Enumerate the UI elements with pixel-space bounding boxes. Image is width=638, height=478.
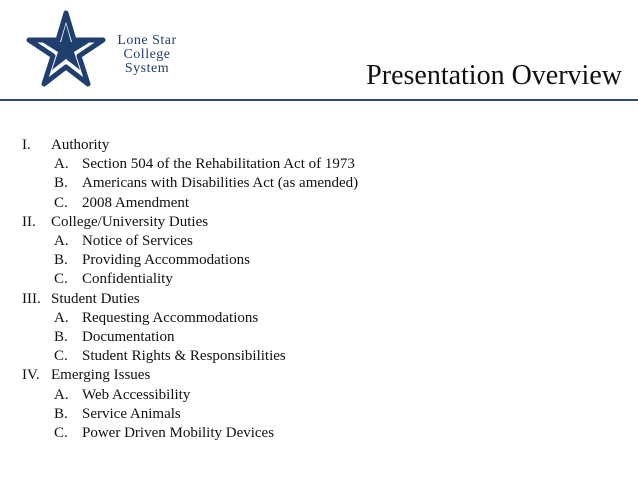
outline-item bbox=[22, 347, 358, 366]
outline-item bbox=[22, 424, 358, 443]
item-letter: B. bbox=[54, 405, 68, 422]
section-label: Authority bbox=[51, 137, 110, 153]
page-title: Presentation Overview bbox=[366, 60, 622, 91]
item-letter: B. bbox=[54, 329, 68, 346]
outline-item bbox=[22, 386, 358, 405]
item-label: 2008 Amendment bbox=[82, 194, 190, 211]
item-label: Notice of Services bbox=[82, 233, 193, 250]
logo bbox=[26, 10, 196, 92]
outline-item bbox=[22, 328, 358, 347]
section-number: IV. bbox=[22, 367, 40, 384]
item-label: Student Rights & Responsibilities bbox=[82, 348, 286, 365]
item-label: Providing Accommodations bbox=[82, 252, 250, 269]
item-label: Section 504 of the Rehabilitation Act of 1973 bbox=[82, 156, 355, 173]
section-label: Student Duties bbox=[51, 290, 140, 307]
item-label: Service Animals bbox=[82, 405, 181, 422]
item-letter: A. bbox=[54, 309, 69, 326]
outline-section bbox=[22, 290, 358, 309]
outline-item bbox=[22, 405, 358, 424]
header-divider bbox=[0, 99, 638, 101]
item-label: Americans with Disabilities Act (as amended) bbox=[82, 175, 359, 192]
outline-item bbox=[22, 194, 358, 213]
logo-line-1: Lone Star bbox=[117, 33, 177, 48]
outline-section bbox=[22, 366, 358, 385]
outline-item bbox=[22, 155, 358, 174]
outline-item bbox=[22, 309, 358, 328]
item-letter: C. bbox=[54, 271, 68, 288]
item-letter: A. bbox=[54, 386, 69, 403]
outline-item bbox=[22, 251, 358, 270]
item-letter: A. bbox=[54, 233, 69, 250]
section-label: Emerging Issues bbox=[51, 367, 151, 384]
item-label: Web Accessibility bbox=[82, 386, 191, 403]
item-letter: B. bbox=[54, 252, 68, 269]
item-label: Documentation bbox=[82, 329, 175, 346]
logo-line-3: System bbox=[124, 61, 170, 76]
item-label: Power Driven Mobility Devices bbox=[82, 425, 275, 442]
section-number: II. bbox=[22, 213, 36, 230]
outline-list bbox=[22, 136, 358, 443]
section-label: College/University Duties bbox=[51, 213, 209, 230]
item-letter: C. bbox=[54, 425, 68, 442]
logo-line-2: College bbox=[123, 47, 171, 62]
item-label: Requesting Accommodations bbox=[82, 309, 259, 326]
outline-item bbox=[22, 232, 358, 251]
item-label: Confidentiality bbox=[82, 271, 173, 288]
outline-item bbox=[22, 270, 358, 289]
item-letter: C. bbox=[54, 348, 68, 365]
item-letter: A. bbox=[54, 156, 69, 173]
outline-section bbox=[22, 213, 358, 232]
section-number: I. bbox=[22, 137, 31, 153]
outline-section bbox=[22, 136, 358, 155]
outline-item bbox=[22, 174, 358, 193]
logo-wordmark bbox=[92, 34, 202, 76]
item-letter: C. bbox=[54, 194, 68, 211]
section-number: III. bbox=[22, 290, 41, 307]
item-letter: B. bbox=[54, 175, 68, 192]
